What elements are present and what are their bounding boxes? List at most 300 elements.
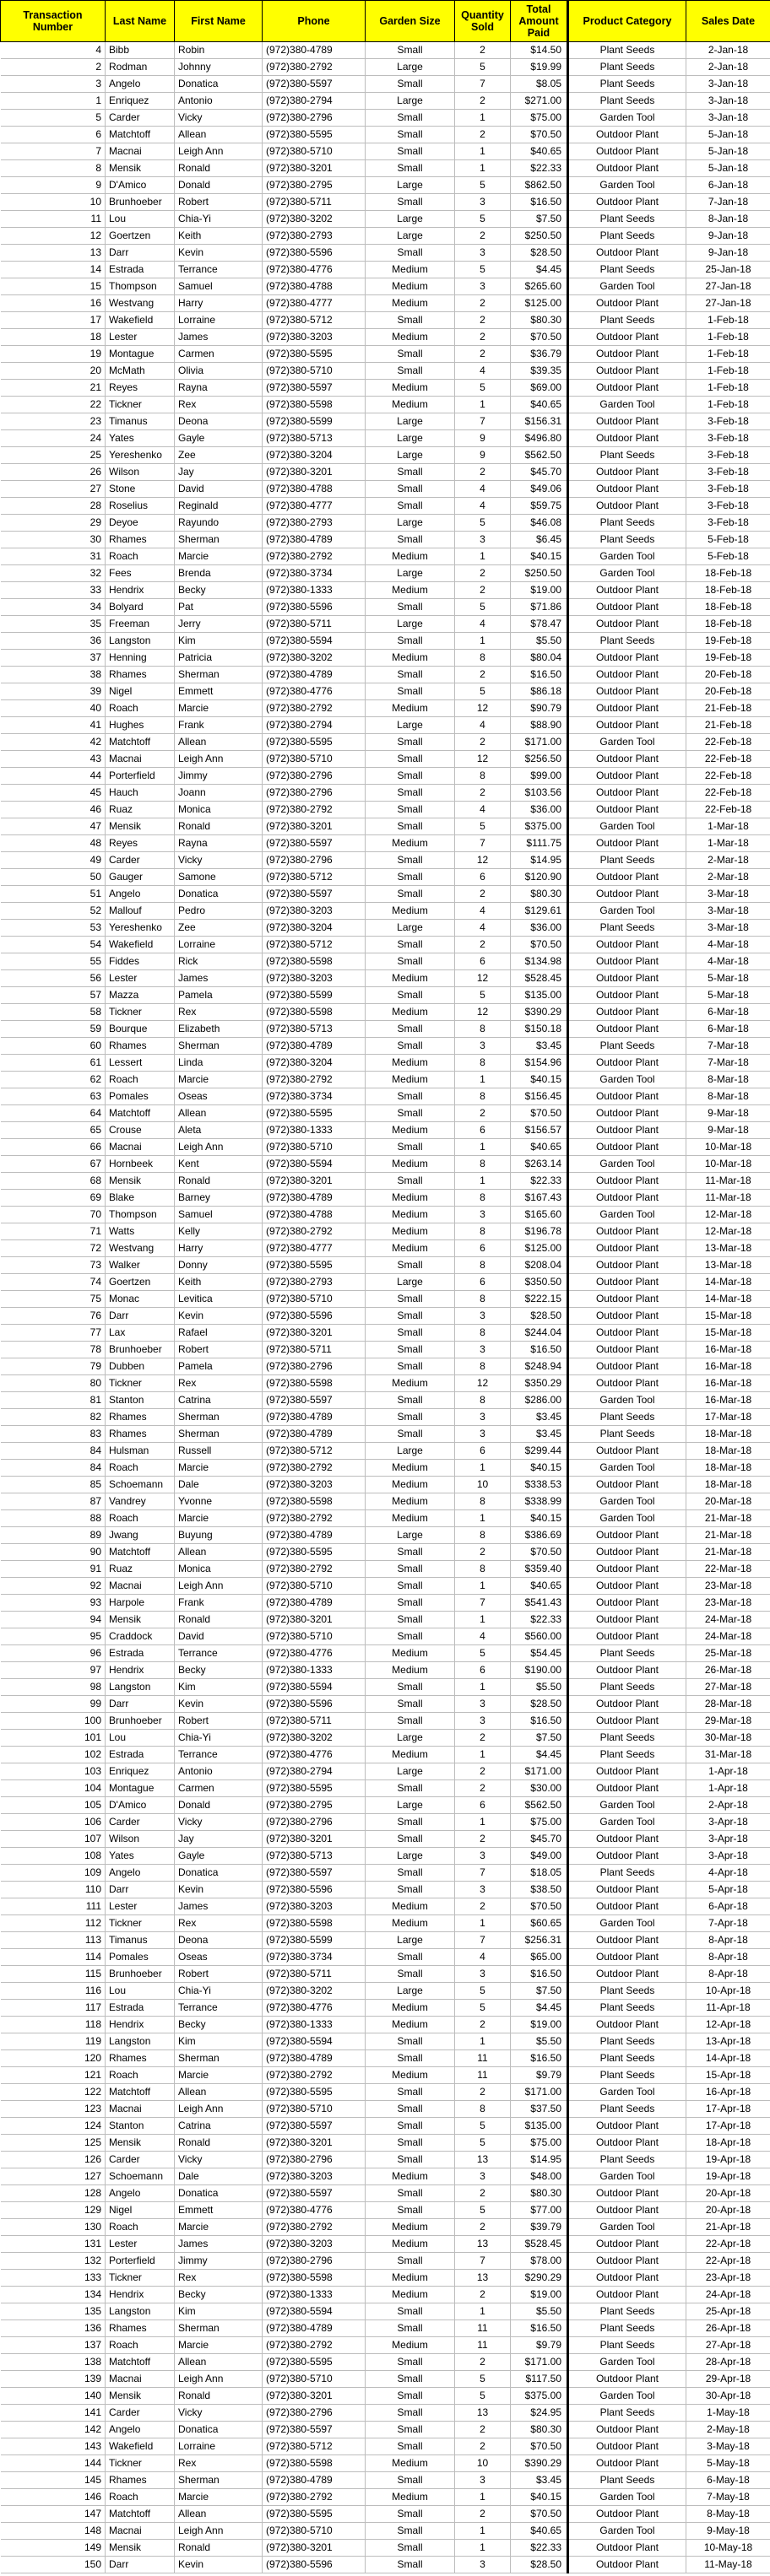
transaction-number-cell[interactable]: 100	[1, 1713, 106, 1730]
quantity-sold-cell[interactable]: 12	[455, 1004, 511, 1021]
garden-size-cell[interactable]: Small	[366, 2135, 455, 2152]
quantity-sold-cell[interactable]: 1	[455, 110, 511, 127]
last-name-cell[interactable]: Rhames	[106, 1409, 175, 1426]
sales-date-cell[interactable]: 22-Apr-18	[686, 2236, 770, 2253]
sales-date-cell[interactable]: 24-Mar-18	[686, 1612, 770, 1628]
transaction-number-cell[interactable]: 75	[1, 1291, 106, 1308]
total-amount-cell[interactable]: $375.00	[511, 2388, 568, 2405]
last-name-cell[interactable]: Estrada	[106, 2000, 175, 2017]
transaction-number-cell[interactable]: 123	[1, 2101, 106, 2118]
phone-cell[interactable]: (972)380-2793	[263, 228, 366, 245]
sales-date-cell[interactable]: 3-Feb-18	[686, 447, 770, 464]
phone-cell[interactable]: (972)380-5595	[263, 2354, 366, 2371]
garden-size-cell[interactable]: Medium	[366, 2337, 455, 2354]
quantity-sold-cell[interactable]: 1	[455, 1139, 511, 1156]
total-amount-cell[interactable]: $386.69	[511, 1527, 568, 1544]
last-name-cell[interactable]: Hendrix	[106, 582, 175, 599]
last-name-cell[interactable]: Wakefield	[106, 937, 175, 953]
quantity-sold-cell[interactable]: 7	[455, 1865, 511, 1882]
sales-date-cell[interactable]: 6-Jan-18	[686, 177, 770, 194]
phone-cell[interactable]: (972)380-5599	[263, 413, 366, 430]
total-amount-cell[interactable]: $156.45	[511, 1088, 568, 1105]
sales-date-cell[interactable]: 8-Jan-18	[686, 211, 770, 228]
total-amount-cell[interactable]: $46.08	[511, 515, 568, 532]
phone-cell[interactable]: (972)380-3201	[263, 464, 366, 481]
last-name-cell[interactable]: Schoemann	[106, 1477, 175, 1493]
quantity-sold-cell[interactable]: 2	[455, 2017, 511, 2033]
quantity-sold-cell[interactable]: 2	[455, 42, 511, 59]
sales-date-cell[interactable]: 17-Mar-18	[686, 1409, 770, 1426]
first-name-cell[interactable]: Samuel	[175, 1207, 263, 1223]
first-name-cell[interactable]: James	[175, 329, 263, 346]
total-amount-cell[interactable]: $16.50	[511, 1713, 568, 1730]
first-name-cell[interactable]: Catrina	[175, 2118, 263, 2135]
quantity-sold-cell[interactable]: 2	[455, 2287, 511, 2303]
sales-date-cell[interactable]: 18-Feb-18	[686, 599, 770, 616]
first-name-cell[interactable]: Becky	[175, 1662, 263, 1679]
sales-date-cell[interactable]: 10-Apr-18	[686, 1983, 770, 2000]
transaction-number-cell[interactable]: 91	[1, 1561, 106, 1578]
last-name-cell[interactable]: Goertzen	[106, 228, 175, 245]
first-name-cell[interactable]: Rayna	[175, 835, 263, 852]
garden-size-cell[interactable]: Large	[366, 430, 455, 447]
total-amount-cell[interactable]: $7.50	[511, 211, 568, 228]
sales-date-cell[interactable]: 19-Apr-18	[686, 2168, 770, 2185]
last-name-cell[interactable]: Brunhoeber	[106, 1713, 175, 1730]
product-category-cell[interactable]: Outdoor Plant	[568, 430, 686, 447]
phone-cell[interactable]: (972)380-2792	[263, 548, 366, 565]
quantity-sold-cell[interactable]: 4	[455, 616, 511, 633]
quantity-sold-cell[interactable]: 3	[455, 1308, 511, 1325]
first-name-cell[interactable]: James	[175, 1898, 263, 1915]
last-name-cell[interactable]: Roach	[106, 548, 175, 565]
total-amount-cell[interactable]: $156.31	[511, 413, 568, 430]
transaction-number-cell[interactable]: 83	[1, 1426, 106, 1443]
last-name-cell[interactable]: Rhames	[106, 2472, 175, 2489]
product-category-cell[interactable]: Outdoor Plant	[568, 886, 686, 903]
total-amount-cell[interactable]: $40.15	[511, 1460, 568, 1477]
sales-date-cell[interactable]: 8-Mar-18	[686, 1072, 770, 1088]
total-amount-cell[interactable]: $171.00	[511, 2084, 568, 2101]
quantity-sold-cell[interactable]: 5	[455, 2202, 511, 2219]
product-category-cell[interactable]: Outdoor Plant	[568, 717, 686, 734]
first-name-cell[interactable]: Marcie	[175, 1072, 263, 1088]
total-amount-cell[interactable]: $250.50	[511, 228, 568, 245]
product-category-cell[interactable]: Outdoor Plant	[568, 1763, 686, 1780]
sales-date-cell[interactable]: 24-Apr-18	[686, 2287, 770, 2303]
garden-size-cell[interactable]: Medium	[366, 262, 455, 278]
total-amount-cell[interactable]: $290.29	[511, 2270, 568, 2287]
last-name-cell[interactable]: Roach	[106, 2219, 175, 2236]
last-name-cell[interactable]: Pomales	[106, 1088, 175, 1105]
product-category-cell[interactable]: Garden Tool	[568, 1207, 686, 1223]
transaction-number-cell[interactable]: 56	[1, 970, 106, 987]
transaction-number-cell[interactable]: 46	[1, 802, 106, 818]
transaction-number-cell[interactable]: 49	[1, 852, 106, 869]
header-sales-date[interactable]: Sales Date	[686, 1, 770, 42]
sales-date-cell[interactable]: 14-Apr-18	[686, 2050, 770, 2067]
garden-size-cell[interactable]: Large	[366, 1527, 455, 1544]
phone-cell[interactable]: (972)380-5598	[263, 2455, 366, 2472]
phone-cell[interactable]: (972)380-5595	[263, 2084, 366, 2101]
phone-cell[interactable]: (972)380-5596	[263, 1696, 366, 1713]
first-name-cell[interactable]: Sherman	[175, 1409, 263, 1426]
product-category-cell[interactable]: Outdoor Plant	[568, 1443, 686, 1460]
transaction-number-cell[interactable]: 54	[1, 937, 106, 953]
phone-cell[interactable]: (972)380-4789	[263, 2050, 366, 2067]
garden-size-cell[interactable]: Medium	[366, 1055, 455, 1072]
total-amount-cell[interactable]: $80.30	[511, 886, 568, 903]
first-name-cell[interactable]: Donatica	[175, 886, 263, 903]
first-name-cell[interactable]: Donatica	[175, 76, 263, 93]
last-name-cell[interactable]: Darr	[106, 1882, 175, 1898]
phone-cell[interactable]: (972)380-5710	[263, 143, 366, 160]
header-first-name[interactable]: First Name	[175, 1, 263, 42]
garden-size-cell[interactable]: Small	[366, 633, 455, 650]
sales-date-cell[interactable]: 3-Jan-18	[686, 110, 770, 127]
last-name-cell[interactable]: Darr	[106, 1308, 175, 1325]
last-name-cell[interactable]: Estrada	[106, 262, 175, 278]
phone-cell[interactable]: (972)380-2792	[263, 2337, 366, 2354]
garden-size-cell[interactable]: Small	[366, 869, 455, 886]
phone-cell[interactable]: (972)380-5711	[263, 1713, 366, 1730]
transaction-number-cell[interactable]: 2	[1, 59, 106, 76]
transaction-number-cell[interactable]: 145	[1, 2472, 106, 2489]
garden-size-cell[interactable]: Large	[366, 447, 455, 464]
first-name-cell[interactable]: Patricia	[175, 650, 263, 667]
first-name-cell[interactable]: Samuel	[175, 278, 263, 295]
garden-size-cell[interactable]: Medium	[366, 1662, 455, 1679]
phone-cell[interactable]: (972)380-5599	[263, 987, 366, 1004]
quantity-sold-cell[interactable]: 3	[455, 1696, 511, 1713]
last-name-cell[interactable]: Stanton	[106, 2118, 175, 2135]
last-name-cell[interactable]: Brunhoeber	[106, 194, 175, 211]
transaction-number-cell[interactable]: 99	[1, 1696, 106, 1713]
last-name-cell[interactable]: Rhames	[106, 1426, 175, 1443]
transaction-number-cell[interactable]: 122	[1, 2084, 106, 2101]
product-category-cell[interactable]: Garden Tool	[568, 2489, 686, 2506]
quantity-sold-cell[interactable]: 11	[455, 2067, 511, 2084]
first-name-cell[interactable]: Chia-Yi	[175, 211, 263, 228]
phone-cell[interactable]: (972)380-2795	[263, 177, 366, 194]
quantity-sold-cell[interactable]: 3	[455, 2168, 511, 2185]
last-name-cell[interactable]: Matchtoff	[106, 1544, 175, 1561]
sales-date-cell[interactable]: 1-Mar-18	[686, 818, 770, 835]
first-name-cell[interactable]: Pamela	[175, 987, 263, 1004]
phone-cell[interactable]: (972)380-5711	[263, 1966, 366, 1983]
product-category-cell[interactable]: Outdoor Plant	[568, 2270, 686, 2287]
first-name-cell[interactable]: Marcie	[175, 2219, 263, 2236]
transaction-number-cell[interactable]: 78	[1, 1342, 106, 1358]
last-name-cell[interactable]: Macnai	[106, 1578, 175, 1595]
total-amount-cell[interactable]: $37.50	[511, 2101, 568, 2118]
phone-cell[interactable]: (972)380-5597	[263, 380, 366, 397]
quantity-sold-cell[interactable]: 5	[455, 818, 511, 835]
last-name-cell[interactable]: Westvang	[106, 1240, 175, 1257]
garden-size-cell[interactable]: Small	[366, 1409, 455, 1426]
first-name-cell[interactable]: Donny	[175, 1257, 263, 1274]
quantity-sold-cell[interactable]: 1	[455, 2540, 511, 2557]
quantity-sold-cell[interactable]: 5	[455, 2000, 511, 2017]
last-name-cell[interactable]: Fiddes	[106, 953, 175, 970]
product-category-cell[interactable]: Outdoor Plant	[568, 498, 686, 515]
garden-size-cell[interactable]: Small	[366, 886, 455, 903]
total-amount-cell[interactable]: $120.90	[511, 869, 568, 886]
sales-date-cell[interactable]: 5-Jan-18	[686, 127, 770, 143]
phone-cell[interactable]: (972)380-4789	[263, 1527, 366, 1544]
quantity-sold-cell[interactable]: 3	[455, 1207, 511, 1223]
product-category-cell[interactable]: Outdoor Plant	[568, 1122, 686, 1139]
phone-cell[interactable]: (972)380-5595	[263, 1257, 366, 1274]
phone-cell[interactable]: (972)380-4776	[263, 262, 366, 278]
transaction-number-cell[interactable]: 23	[1, 413, 106, 430]
transaction-number-cell[interactable]: 42	[1, 734, 106, 751]
phone-cell[interactable]: (972)380-5710	[263, 2371, 366, 2388]
last-name-cell[interactable]: Mallouf	[106, 903, 175, 920]
product-category-cell[interactable]: Plant Seeds	[568, 2067, 686, 2084]
quantity-sold-cell[interactable]: 3	[455, 1713, 511, 1730]
first-name-cell[interactable]: Sherman	[175, 2320, 263, 2337]
product-category-cell[interactable]: Outdoor Plant	[568, 2236, 686, 2253]
first-name-cell[interactable]: Sherman	[175, 667, 263, 683]
phone-cell[interactable]: (972)380-4789	[263, 2320, 366, 2337]
last-name-cell[interactable]: Roach	[106, 2337, 175, 2354]
last-name-cell[interactable]: Estrada	[106, 1645, 175, 1662]
transaction-number-cell[interactable]: 24	[1, 430, 106, 447]
total-amount-cell[interactable]: $69.00	[511, 380, 568, 397]
product-category-cell[interactable]: Garden Tool	[568, 1493, 686, 1510]
garden-size-cell[interactable]: Small	[366, 667, 455, 683]
product-category-cell[interactable]: Garden Tool	[568, 1797, 686, 1814]
transaction-number-cell[interactable]: 79	[1, 1358, 106, 1375]
last-name-cell[interactable]: Roach	[106, 2489, 175, 2506]
product-category-cell[interactable]: Garden Tool	[568, 110, 686, 127]
sales-date-cell[interactable]: 1-Feb-18	[686, 312, 770, 329]
phone-cell[interactable]: (972)380-5710	[263, 2523, 366, 2540]
first-name-cell[interactable]: Ronald	[175, 818, 263, 835]
product-category-cell[interactable]: Garden Tool	[568, 1814, 686, 1831]
product-category-cell[interactable]: Plant Seeds	[568, 1747, 686, 1763]
transaction-number-cell[interactable]: 84	[1, 1460, 106, 1477]
product-category-cell[interactable]: Plant Seeds	[568, 1645, 686, 1662]
total-amount-cell[interactable]: $49.00	[511, 1848, 568, 1865]
transaction-number-cell[interactable]: 109	[1, 1865, 106, 1882]
phone-cell[interactable]: (972)380-2796	[263, 1358, 366, 1375]
last-name-cell[interactable]: Craddock	[106, 1628, 175, 1645]
header-transaction-number[interactable]: Transaction Number	[1, 1, 106, 42]
phone-cell[interactable]: (972)380-5595	[263, 1105, 366, 1122]
phone-cell[interactable]: (972)380-5712	[263, 937, 366, 953]
first-name-cell[interactable]: Ronald	[175, 2388, 263, 2405]
last-name-cell[interactable]: Carder	[106, 110, 175, 127]
transaction-number-cell[interactable]: 31	[1, 548, 106, 565]
garden-size-cell[interactable]: Small	[366, 1831, 455, 1848]
phone-cell[interactable]: (972)380-5711	[263, 1342, 366, 1358]
quantity-sold-cell[interactable]: 1	[455, 2489, 511, 2506]
sales-date-cell[interactable]: 7-Mar-18	[686, 1055, 770, 1072]
transaction-number-cell[interactable]: 39	[1, 683, 106, 700]
phone-cell[interactable]: (972)380-2796	[263, 852, 366, 869]
garden-size-cell[interactable]: Medium	[366, 1645, 455, 1662]
product-category-cell[interactable]: Outdoor Plant	[568, 245, 686, 262]
last-name-cell[interactable]: Roselius	[106, 498, 175, 515]
sales-date-cell[interactable]: 28-Mar-18	[686, 1696, 770, 1713]
phone-cell[interactable]: (972)380-5597	[263, 1865, 366, 1882]
first-name-cell[interactable]: Robert	[175, 1713, 263, 1730]
total-amount-cell[interactable]: $16.50	[511, 2320, 568, 2337]
phone-cell[interactable]: (972)380-4777	[263, 1240, 366, 1257]
transaction-number-cell[interactable]: 101	[1, 1730, 106, 1747]
product-category-cell[interactable]: Plant Seeds	[568, 2033, 686, 2050]
total-amount-cell[interactable]: $9.79	[511, 2337, 568, 2354]
product-category-cell[interactable]: Plant Seeds	[568, 2152, 686, 2168]
garden-size-cell[interactable]: Small	[366, 110, 455, 127]
transaction-number-cell[interactable]: 124	[1, 2118, 106, 2135]
transaction-number-cell[interactable]: 134	[1, 2287, 106, 2303]
sales-date-cell[interactable]: 23-Mar-18	[686, 1578, 770, 1595]
first-name-cell[interactable]: Donatica	[175, 2185, 263, 2202]
phone-cell[interactable]: (972)380-4776	[263, 2000, 366, 2017]
total-amount-cell[interactable]: $28.50	[511, 1308, 568, 1325]
total-amount-cell[interactable]: $496.80	[511, 430, 568, 447]
first-name-cell[interactable]: Allean	[175, 127, 263, 143]
garden-size-cell[interactable]: Small	[366, 1342, 455, 1358]
product-category-cell[interactable]: Outdoor Plant	[568, 1105, 686, 1122]
phone-cell[interactable]: (972)380-2794	[263, 1763, 366, 1780]
first-name-cell[interactable]: Kevin	[175, 245, 263, 262]
transaction-number-cell[interactable]: 114	[1, 1949, 106, 1966]
sales-date-cell[interactable]: 23-Mar-18	[686, 1595, 770, 1612]
sales-date-cell[interactable]: 14-Mar-18	[686, 1274, 770, 1291]
sales-date-cell[interactable]: 30-Apr-18	[686, 2388, 770, 2405]
phone-cell[interactable]: (972)380-4788	[263, 481, 366, 498]
phone-cell[interactable]: (972)380-2792	[263, 2067, 366, 2084]
garden-size-cell[interactable]: Large	[366, 616, 455, 633]
first-name-cell[interactable]: Vicky	[175, 2152, 263, 2168]
last-name-cell[interactable]: Mensik	[106, 2388, 175, 2405]
last-name-cell[interactable]: Carder	[106, 2405, 175, 2422]
product-category-cell[interactable]: Outdoor Plant	[568, 1882, 686, 1898]
phone-cell[interactable]: (972)380-4789	[263, 1190, 366, 1207]
transaction-number-cell[interactable]: 133	[1, 2270, 106, 2287]
last-name-cell[interactable]: Roach	[106, 700, 175, 717]
last-name-cell[interactable]: Stone	[106, 481, 175, 498]
first-name-cell[interactable]: Vicky	[175, 2405, 263, 2422]
first-name-cell[interactable]: Robert	[175, 1342, 263, 1358]
total-amount-cell[interactable]: $22.33	[511, 1612, 568, 1628]
last-name-cell[interactable]: Gauger	[106, 869, 175, 886]
garden-size-cell[interactable]: Small	[366, 1696, 455, 1713]
garden-size-cell[interactable]: Medium	[366, 1493, 455, 1510]
phone-cell[interactable]: (972)380-4789	[263, 532, 366, 548]
total-amount-cell[interactable]: $16.50	[511, 1342, 568, 1358]
last-name-cell[interactable]: Montague	[106, 1780, 175, 1797]
total-amount-cell[interactable]: $196.78	[511, 1223, 568, 1240]
total-amount-cell[interactable]: $60.65	[511, 1915, 568, 1932]
sales-date-cell[interactable]: 27-Mar-18	[686, 1679, 770, 1696]
garden-size-cell[interactable]: Small	[366, 2033, 455, 2050]
sales-date-cell[interactable]: 6-Apr-18	[686, 1898, 770, 1915]
first-name-cell[interactable]: Keith	[175, 228, 263, 245]
product-category-cell[interactable]: Plant Seeds	[568, 633, 686, 650]
quantity-sold-cell[interactable]: 5	[455, 380, 511, 397]
product-category-cell[interactable]: Outdoor Plant	[568, 481, 686, 498]
garden-size-cell[interactable]: Small	[366, 1257, 455, 1274]
sales-date-cell[interactable]: 24-Mar-18	[686, 1628, 770, 1645]
total-amount-cell[interactable]: $49.06	[511, 481, 568, 498]
quantity-sold-cell[interactable]: 2	[455, 565, 511, 582]
garden-size-cell[interactable]: Small	[366, 2371, 455, 2388]
sales-date-cell[interactable]: 11-Apr-18	[686, 2000, 770, 2017]
sales-date-cell[interactable]: 31-Mar-18	[686, 1747, 770, 1763]
phone-cell[interactable]: (972)380-4776	[263, 1645, 366, 1662]
transaction-number-cell[interactable]: 113	[1, 1932, 106, 1949]
last-name-cell[interactable]: Roach	[106, 1072, 175, 1088]
phone-cell[interactable]: (972)380-3201	[263, 1325, 366, 1342]
sales-date-cell[interactable]: 7-May-18	[686, 2489, 770, 2506]
sales-date-cell[interactable]: 18-Mar-18	[686, 1477, 770, 1493]
transaction-number-cell[interactable]: 144	[1, 2455, 106, 2472]
first-name-cell[interactable]: Frank	[175, 717, 263, 734]
sales-date-cell[interactable]: 16-Mar-18	[686, 1375, 770, 1392]
phone-cell[interactable]: (972)380-3201	[263, 2135, 366, 2152]
sales-date-cell[interactable]: 9-Mar-18	[686, 1105, 770, 1122]
last-name-cell[interactable]: Carder	[106, 852, 175, 869]
phone-cell[interactable]: (972)380-2794	[263, 717, 366, 734]
last-name-cell[interactable]: Ruaz	[106, 1561, 175, 1578]
first-name-cell[interactable]: Kim	[175, 633, 263, 650]
transaction-number-cell[interactable]: 147	[1, 2506, 106, 2523]
garden-size-cell[interactable]: Medium	[366, 2455, 455, 2472]
total-amount-cell[interactable]: $350.50	[511, 1274, 568, 1291]
product-category-cell[interactable]: Plant Seeds	[568, 42, 686, 59]
quantity-sold-cell[interactable]: 8	[455, 1527, 511, 1544]
first-name-cell[interactable]: Marcie	[175, 2067, 263, 2084]
product-category-cell[interactable]: Outdoor Plant	[568, 937, 686, 953]
sales-date-cell[interactable]: 3-Feb-18	[686, 464, 770, 481]
product-category-cell[interactable]: Outdoor Plant	[568, 413, 686, 430]
quantity-sold-cell[interactable]: 6	[455, 1240, 511, 1257]
last-name-cell[interactable]: Tickner	[106, 2455, 175, 2472]
last-name-cell[interactable]: Deyoe	[106, 515, 175, 532]
total-amount-cell[interactable]: $24.95	[511, 2405, 568, 2422]
sales-date-cell[interactable]: 13-Mar-18	[686, 1240, 770, 1257]
last-name-cell[interactable]: Bibb	[106, 42, 175, 59]
first-name-cell[interactable]: Pedro	[175, 903, 263, 920]
total-amount-cell[interactable]: $562.50	[511, 447, 568, 464]
sales-date-cell[interactable]: 26-Mar-18	[686, 1662, 770, 1679]
transaction-number-cell[interactable]: 11	[1, 211, 106, 228]
product-category-cell[interactable]: Outdoor Plant	[568, 1966, 686, 1983]
total-amount-cell[interactable]: $36.00	[511, 920, 568, 937]
first-name-cell[interactable]: James	[175, 2236, 263, 2253]
phone-cell[interactable]: (972)380-5598	[263, 1375, 366, 1392]
garden-size-cell[interactable]: Small	[366, 1882, 455, 1898]
last-name-cell[interactable]: Angelo	[106, 2422, 175, 2438]
garden-size-cell[interactable]: Small	[366, 363, 455, 380]
sales-date-cell[interactable]: 18-Feb-18	[686, 565, 770, 582]
phone-cell[interactable]: (972)380-4777	[263, 498, 366, 515]
total-amount-cell[interactable]: $22.33	[511, 1173, 568, 1190]
first-name-cell[interactable]: Allean	[175, 2354, 263, 2371]
transaction-number-cell[interactable]: 93	[1, 1595, 106, 1612]
first-name-cell[interactable]: Terrance	[175, 1645, 263, 1662]
quantity-sold-cell[interactable]: 11	[455, 2337, 511, 2354]
total-amount-cell[interactable]: $75.00	[511, 2135, 568, 2152]
garden-size-cell[interactable]: Small	[366, 532, 455, 548]
quantity-sold-cell[interactable]: 2	[455, 582, 511, 599]
last-name-cell[interactable]: Mensik	[106, 818, 175, 835]
